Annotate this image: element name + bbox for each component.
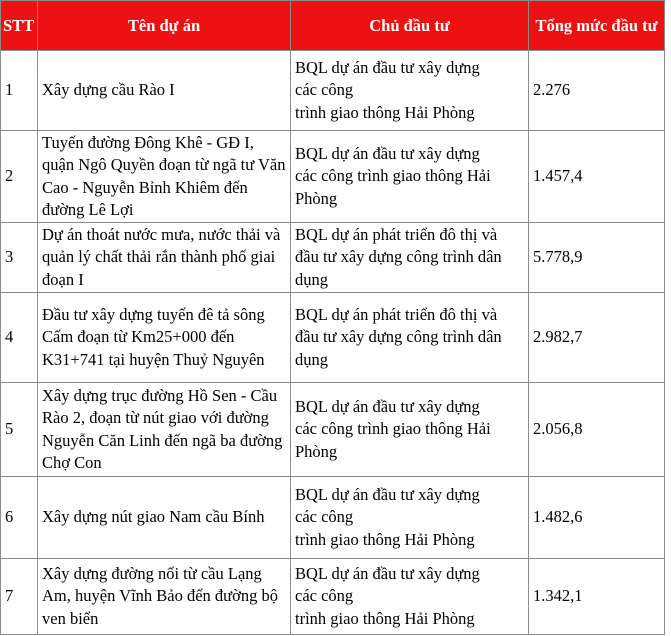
cell-name: Đầu tư xây dựng tuyến đê tả sông Cấm đoạn từ Km25+000 đến K31+741 tại huyện Thuỷ Nguyên bbox=[38, 293, 291, 383]
cell-total: 5.778,9 bbox=[529, 223, 665, 293]
cell-name: Dự án thoát nước mưa, nước thải và quản lý chất thải rắn thành phố giai đoạn I bbox=[38, 223, 291, 293]
cell-total: 1.482,6 bbox=[529, 477, 665, 559]
table-row bbox=[1, 51, 665, 131]
table-row bbox=[1, 223, 665, 293]
cell-stt: 5 bbox=[1, 383, 38, 477]
cell-owner: BQL dự án đầu tư xây dựng các công trình giao thông Hải Phòng bbox=[291, 477, 529, 559]
cell-stt: 6 bbox=[1, 477, 38, 559]
cell-owner: BQL dự án phát triển đô thị và đầu tư xây dựng công trình dân dụng bbox=[291, 223, 529, 293]
header-row bbox=[1, 1, 665, 51]
table-row bbox=[1, 131, 665, 223]
cell-total: 2.056,8 bbox=[529, 383, 665, 477]
cell-name: Xây dựng trục đường Hồ Sen - Cầu Rào 2, đoạn từ nút giao với đường Nguyễn Căn Linh đến ngã ba đường Chợ Con bbox=[38, 383, 291, 477]
cell-stt: 1 bbox=[1, 51, 38, 131]
cell-owner: BQL dự án đầu tư xây dựng các công trình giao thông Hải Phòng bbox=[291, 131, 529, 223]
header-total: Tổng mức đầu tư bbox=[529, 1, 665, 51]
header-stt: STT bbox=[1, 1, 38, 51]
table-row bbox=[1, 559, 665, 635]
cell-total: 2.982,7 bbox=[529, 293, 665, 383]
cell-stt: 3 bbox=[1, 223, 38, 293]
header-name: Tên dự án bbox=[38, 1, 291, 51]
cell-name: Xây dựng cầu Rào I bbox=[38, 51, 291, 131]
cell-name: Xây dựng đường nối từ cầu Lạng Am, huyện Vĩnh Bảo đến đường bộ ven biển bbox=[38, 559, 291, 635]
header-owner: Chủ đầu tư bbox=[291, 1, 529, 51]
cell-total: 1.457,4 bbox=[529, 131, 665, 223]
table-row bbox=[1, 477, 665, 559]
cell-stt: 4 bbox=[1, 293, 38, 383]
cell-owner: BQL dự án đầu tư xây dựng các công trình giao thông Hải Phòng bbox=[291, 559, 529, 635]
cell-stt: 7 bbox=[1, 559, 38, 635]
cell-total: 2.276 bbox=[529, 51, 665, 131]
cell-owner: BQL dự án đầu tư xây dựng các công trình giao thông Hải Phòng bbox=[291, 383, 529, 477]
cell-name: Xây dựng nút giao Nam cầu Bính bbox=[38, 477, 291, 559]
table-row bbox=[1, 293, 665, 383]
cell-name: Tuyến đường Đông Khê - GĐ I, quận Ngô Quyền đoạn từ ngã tư Văn Cao - Nguyễn Bỉnh Khiêm đến đường Lê Lợi bbox=[38, 131, 291, 223]
cell-owner: BQL dự án đầu tư xây dựng các công trình giao thông Hải Phòng bbox=[291, 51, 529, 131]
cell-total: 1.342,1 bbox=[529, 559, 665, 635]
cell-stt: 2 bbox=[1, 131, 38, 223]
cell-owner: BQL dự án phát triển đô thị và đầu tư xây dựng công trình dân dụng bbox=[291, 293, 529, 383]
table-row bbox=[1, 383, 665, 477]
